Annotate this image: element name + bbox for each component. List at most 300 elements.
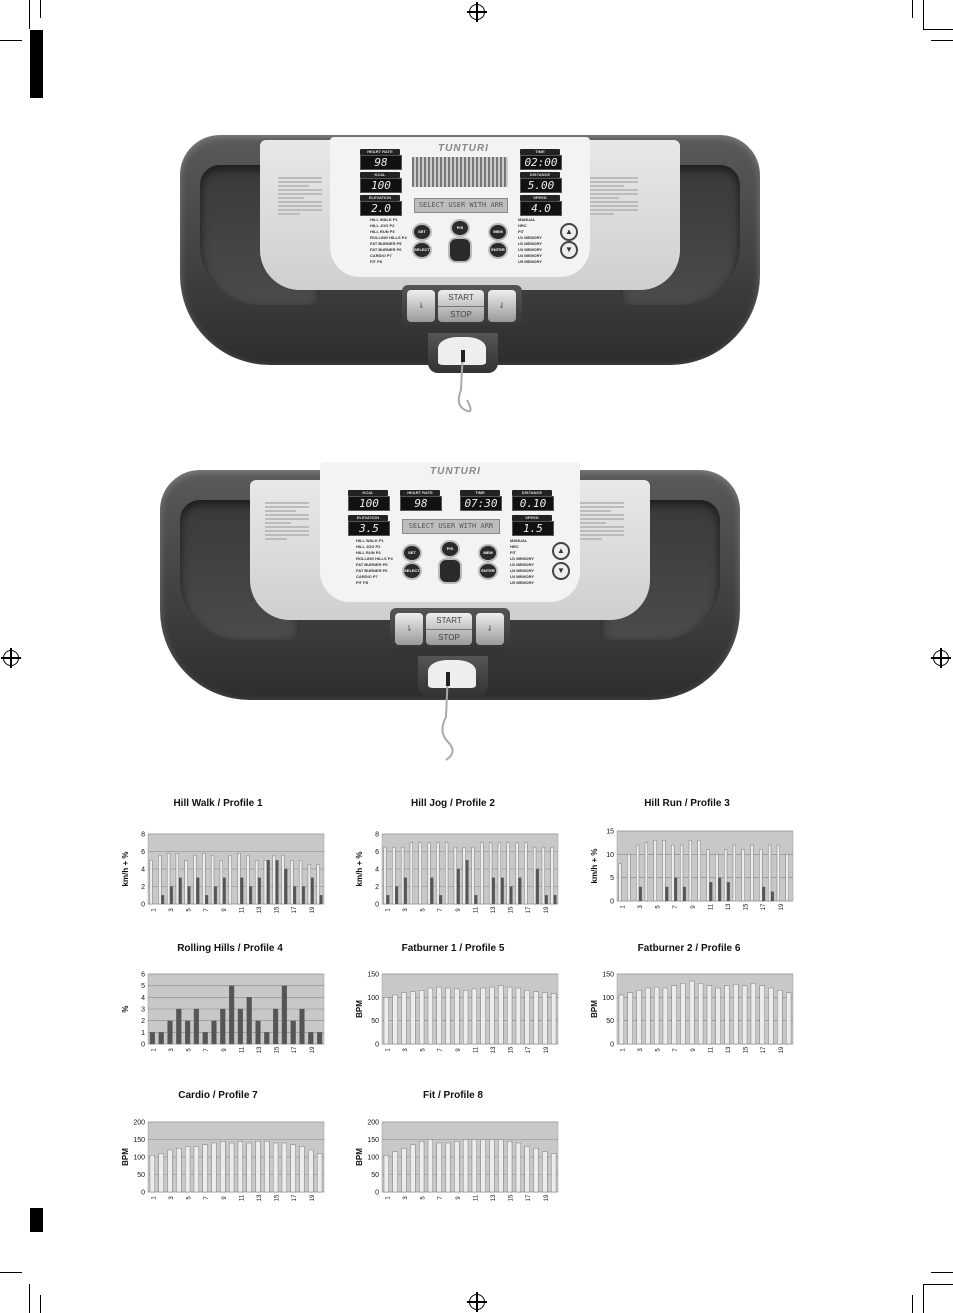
bar xyxy=(654,840,657,901)
bar xyxy=(636,845,639,901)
bar xyxy=(238,1141,243,1192)
chart-title: Fit / Profile 8 xyxy=(422,1090,483,1101)
plot-background xyxy=(382,974,558,1044)
y-axis-label: BPM xyxy=(355,1000,364,1018)
registration-mark-bottom xyxy=(469,1294,485,1310)
x-tick-label: 17 xyxy=(292,906,299,914)
y-tick-label: 50 xyxy=(371,1018,379,1026)
bar xyxy=(311,878,314,904)
bar xyxy=(419,1141,424,1192)
y-tick-label: 4 xyxy=(375,866,379,874)
crop-mark-bl-h xyxy=(0,1272,22,1273)
y-tick-label: 5 xyxy=(141,983,145,991)
x-tick-label: 19 xyxy=(309,1194,316,1202)
black-tab-bottom xyxy=(30,1208,43,1232)
x-tick-label: 11 xyxy=(239,1194,246,1202)
y-tick-label: 2 xyxy=(375,884,379,891)
bar xyxy=(725,986,730,1044)
safety-key-cord xyxy=(430,672,470,762)
down-arrow-button[interactable]: ▼ xyxy=(552,562,570,580)
bar xyxy=(639,887,642,901)
bar xyxy=(168,1150,173,1192)
x-tick-label: 13 xyxy=(257,1194,263,1202)
bar xyxy=(419,843,422,904)
bar xyxy=(273,856,276,904)
bar xyxy=(481,1140,486,1193)
x-tick-label: 13 xyxy=(257,1046,263,1054)
chart-title: Fatburner 1 / Profile 5 xyxy=(401,943,505,954)
y-tick-label: 0 xyxy=(141,1189,145,1197)
bar xyxy=(445,843,448,904)
elevation-label: ELEVATION xyxy=(360,195,400,201)
bar xyxy=(267,860,270,904)
run-quick-button[interactable]: ⇃ xyxy=(476,613,504,645)
bar xyxy=(302,887,305,905)
y-tick-label: 2 xyxy=(141,884,145,891)
bar xyxy=(490,987,495,1044)
set-button[interactable]: SET xyxy=(412,223,432,241)
bar xyxy=(167,853,170,904)
bar xyxy=(300,1147,305,1193)
bar xyxy=(437,987,442,1044)
bar xyxy=(534,992,539,1044)
x-tick-label: 15 xyxy=(508,1046,515,1054)
y-tick-label: 2 xyxy=(141,1018,145,1026)
x-tick-label: 5 xyxy=(655,1048,662,1052)
bar xyxy=(689,981,694,1044)
kcal-label: KCAL xyxy=(348,490,388,496)
start-stop-button[interactable] xyxy=(426,613,472,645)
x-tick-label: 15 xyxy=(508,906,515,914)
x-tick-label: 3 xyxy=(169,1048,175,1052)
x-tick-label: 5 xyxy=(186,1048,193,1052)
x-tick-label: 1 xyxy=(620,1048,627,1052)
bar xyxy=(264,1032,269,1044)
bar xyxy=(246,856,249,904)
bar xyxy=(742,850,745,901)
speed-label: SPEED xyxy=(520,195,560,201)
bar xyxy=(683,887,686,901)
bar xyxy=(715,854,718,901)
x-tick-label: 17 xyxy=(292,1194,299,1202)
y-tick-label: 100 xyxy=(133,1154,145,1162)
heart-rate-display: 98 xyxy=(360,155,402,170)
bar xyxy=(674,878,677,901)
x-tick-label: 7 xyxy=(673,905,680,909)
bar xyxy=(507,1141,512,1192)
bar xyxy=(299,860,302,904)
x-tick-label: 13 xyxy=(491,906,497,914)
bar xyxy=(282,986,287,1044)
ps-button[interactable]: P/S xyxy=(450,219,470,237)
instructions-right xyxy=(580,500,624,542)
bar xyxy=(185,1021,190,1044)
bar xyxy=(428,843,431,904)
bar xyxy=(554,895,557,904)
bar xyxy=(282,1143,287,1192)
bar xyxy=(665,887,668,901)
speed-label: SPEED xyxy=(512,515,552,521)
x-tick-label: 13 xyxy=(491,1046,497,1054)
bar xyxy=(384,1155,389,1192)
registration-mark-right xyxy=(933,650,949,666)
x-tick-label: 1 xyxy=(620,905,627,909)
distance-label: DISTANCE xyxy=(512,490,552,496)
bar xyxy=(645,843,648,901)
profile-chart xyxy=(352,830,562,920)
x-tick-label: 5 xyxy=(655,905,662,909)
bar xyxy=(194,1009,199,1044)
y-tick-label: 100 xyxy=(602,994,614,1002)
y-tick-label: 100 xyxy=(367,1154,379,1162)
bar xyxy=(637,990,642,1044)
enter-button[interactable]: ENTER xyxy=(478,562,498,580)
profile-chart xyxy=(587,970,797,1060)
bar xyxy=(176,853,179,904)
bar xyxy=(786,854,789,901)
bar xyxy=(510,887,513,905)
bar xyxy=(211,856,214,904)
y-tick-label: 100 xyxy=(367,994,379,1002)
bar xyxy=(419,990,424,1044)
bar xyxy=(437,1143,442,1192)
x-tick-label: 11 xyxy=(473,906,480,914)
y-tick-label: 50 xyxy=(371,1172,379,1179)
y-tick-label: 0 xyxy=(141,1041,145,1049)
bar xyxy=(264,860,267,904)
bar xyxy=(707,986,712,1044)
x-tick-label: 5 xyxy=(420,908,427,912)
x-tick-label: 1 xyxy=(151,908,158,912)
kcal-display: 100 xyxy=(360,178,402,193)
bar xyxy=(410,843,413,904)
bar xyxy=(551,847,554,904)
bar xyxy=(551,994,556,1044)
ps-button[interactable]: P/S xyxy=(440,540,460,558)
y-tick-label: 8 xyxy=(375,831,379,839)
bar xyxy=(663,840,666,901)
start-label: START xyxy=(436,616,462,625)
treadmill-console-bottom xyxy=(160,460,740,760)
bar xyxy=(516,1143,521,1192)
x-tick-label: 5 xyxy=(186,908,193,912)
corner-line-br2 xyxy=(923,1284,953,1285)
bar xyxy=(446,988,451,1044)
y-axis-label: % xyxy=(121,1005,130,1013)
plot-background xyxy=(617,974,793,1044)
x-tick-label: 9 xyxy=(221,1048,228,1052)
x-tick-label: 19 xyxy=(778,903,785,911)
bar xyxy=(220,860,223,904)
profile-dot-matrix xyxy=(412,157,508,187)
y-tick-label: 4 xyxy=(141,866,145,874)
fan-buttons[interactable] xyxy=(448,237,472,263)
x-tick-label: 19 xyxy=(543,1046,550,1054)
x-tick-label: 3 xyxy=(403,908,409,912)
x-tick-label: 19 xyxy=(309,906,316,914)
instructions-left xyxy=(265,500,309,542)
instructions-left xyxy=(278,175,322,217)
bar xyxy=(320,895,323,904)
x-tick-label: 3 xyxy=(169,908,175,912)
bar xyxy=(533,847,536,904)
x-tick-label: 7 xyxy=(438,1048,445,1052)
x-tick-label: 17 xyxy=(526,906,533,914)
bar xyxy=(733,984,738,1044)
bar xyxy=(525,990,530,1044)
y-tick-label: 10 xyxy=(606,851,614,859)
bar xyxy=(203,1145,208,1192)
bar xyxy=(507,843,510,904)
chart-title: Fatburner 2 / Profile 6 xyxy=(637,943,741,954)
bar xyxy=(454,847,457,904)
bar xyxy=(291,1145,296,1192)
bar xyxy=(392,847,395,904)
bar xyxy=(466,860,469,904)
distance-label: DISTANCE xyxy=(520,172,560,178)
bar xyxy=(188,887,191,905)
bar xyxy=(457,869,460,904)
registration-mark-top xyxy=(469,4,485,20)
bar xyxy=(317,1154,322,1193)
fan-buttons[interactable] xyxy=(438,558,462,584)
bar xyxy=(220,1009,225,1044)
bar xyxy=(786,993,791,1044)
y-axis-label: km/h + % xyxy=(590,848,599,884)
bar xyxy=(619,864,622,901)
down-arrow-button[interactable]: ▼ xyxy=(560,241,578,259)
bar xyxy=(645,988,650,1044)
bar xyxy=(551,1154,556,1193)
bar xyxy=(472,1140,477,1193)
y-tick-label: 0 xyxy=(375,901,379,909)
bar xyxy=(150,1155,155,1192)
program-list-right: MANUAL HRC FIT U1 MEMORY U2 MEMORY U3 MEMORY U4 MEMORY U5 MEMORY xyxy=(510,538,535,585)
bar xyxy=(273,1009,278,1044)
up-arrow-button[interactable]: ▲ xyxy=(552,542,570,560)
y-tick-label: 3 xyxy=(141,1006,145,1014)
bar xyxy=(290,860,293,904)
x-tick-label: 13 xyxy=(491,1194,497,1202)
x-tick-label: 19 xyxy=(543,906,550,914)
bar xyxy=(542,1152,547,1192)
x-tick-label: 15 xyxy=(743,903,750,911)
start-stop-button[interactable] xyxy=(438,290,484,322)
corner-line-tr xyxy=(923,0,924,29)
bar xyxy=(276,860,279,904)
bar xyxy=(751,983,756,1044)
chart-title: Cardio / Profile 7 xyxy=(178,1090,258,1101)
bar xyxy=(176,1009,181,1044)
stop-label: STOP xyxy=(438,306,484,323)
walk-quick-button[interactable]: ⇂ xyxy=(407,290,435,322)
bar xyxy=(194,1147,199,1193)
x-tick-label: 9 xyxy=(690,905,697,909)
bar xyxy=(229,856,232,904)
crop-mark-tl-h xyxy=(0,40,22,41)
bar xyxy=(159,1032,164,1044)
bar xyxy=(293,887,296,905)
bar xyxy=(393,1152,398,1192)
bar xyxy=(247,1143,252,1192)
mem-button[interactable]: MEM xyxy=(488,223,508,241)
bar xyxy=(619,995,624,1044)
time-label: TIME xyxy=(520,149,560,155)
bar xyxy=(393,995,398,1044)
y-tick-label: 50 xyxy=(137,1172,145,1179)
select-button[interactable]: SELECT xyxy=(402,562,422,580)
y-tick-label: 150 xyxy=(133,1137,145,1144)
bar xyxy=(255,860,258,904)
x-tick-label: 1 xyxy=(385,908,392,912)
x-tick-label: 1 xyxy=(151,1196,158,1200)
profile-chart xyxy=(118,1118,328,1208)
profile-chart xyxy=(118,970,328,1060)
bar xyxy=(410,992,415,1044)
y-axis-label: BPM xyxy=(121,1148,130,1166)
bar xyxy=(480,843,483,904)
bar xyxy=(402,1148,407,1192)
profile-chart xyxy=(352,1118,562,1208)
bar xyxy=(205,895,208,904)
y-tick-label: 0 xyxy=(375,1189,379,1197)
y-tick-label: 15 xyxy=(606,828,614,836)
elevation-display: 2.0 xyxy=(360,201,402,216)
bar xyxy=(463,847,466,904)
bar xyxy=(707,850,710,901)
bar xyxy=(501,878,504,904)
bar xyxy=(317,1032,322,1044)
bar xyxy=(247,997,252,1044)
crop-mark-bl-v xyxy=(40,1295,41,1313)
run-quick-button[interactable]: ⇃ xyxy=(488,290,516,322)
mem-button[interactable]: MEM xyxy=(478,544,498,562)
x-tick-label: 15 xyxy=(508,1194,515,1202)
bar xyxy=(498,843,501,904)
bar xyxy=(229,1143,234,1192)
x-tick-label: 7 xyxy=(204,1048,211,1052)
treadmill-console-top xyxy=(180,135,760,435)
crop-mark-tr-v xyxy=(912,0,913,18)
bar xyxy=(212,1021,217,1044)
x-tick-label: 5 xyxy=(186,1196,193,1200)
y-tick-label: 50 xyxy=(606,1018,614,1026)
instructions-right xyxy=(590,175,638,217)
bar xyxy=(498,986,503,1044)
bar xyxy=(454,989,459,1044)
set-button[interactable]: SET xyxy=(402,544,422,562)
bar xyxy=(727,882,730,901)
bar xyxy=(545,895,548,904)
x-tick-label: 9 xyxy=(221,1196,228,1200)
message-display: SELECT USER WITH ARR xyxy=(414,198,508,213)
chart-title: Hill Jog / Profile 2 xyxy=(411,798,495,809)
bar xyxy=(159,1154,164,1193)
walk-quick-button[interactable]: ⇂ xyxy=(395,613,423,645)
x-tick-label: 19 xyxy=(543,1194,550,1202)
bar xyxy=(672,986,677,1044)
brand-logo: TUNTURI xyxy=(438,143,489,154)
speed-display: 1.5 xyxy=(512,521,554,536)
bar xyxy=(454,1141,459,1192)
time-display: 07:30 xyxy=(460,496,502,511)
bar xyxy=(410,1145,415,1192)
chart-title: Hill Walk / Profile 1 xyxy=(173,798,263,809)
bar xyxy=(628,993,633,1044)
bar xyxy=(203,1032,208,1044)
x-tick-label: 9 xyxy=(221,908,228,912)
bar xyxy=(158,856,161,904)
bar xyxy=(542,847,545,904)
x-tick-label: 9 xyxy=(455,1196,462,1200)
x-tick-label: 3 xyxy=(638,1048,644,1052)
x-tick-label: 1 xyxy=(151,1048,158,1052)
y-tick-label: 8 xyxy=(141,831,145,839)
bar xyxy=(463,1140,468,1193)
crop-mark-br-h xyxy=(931,1272,953,1273)
x-tick-label: 3 xyxy=(169,1196,175,1200)
corner-line-tl xyxy=(29,0,30,29)
bar xyxy=(308,1150,313,1192)
speed-display: 4.0 xyxy=(520,201,562,216)
x-tick-label: 7 xyxy=(204,1196,211,1200)
bar xyxy=(214,887,217,905)
y-tick-label: 5 xyxy=(610,875,614,883)
bar xyxy=(760,986,765,1044)
bar xyxy=(446,1143,451,1192)
program-list-right: MANUAL HRC FIT U1 MEMORY U2 MEMORY U3 MEMORY U4 MEMORY U5 MEMORY xyxy=(518,217,543,264)
bar xyxy=(220,1141,225,1192)
heart-rate-label: HEART RATE xyxy=(400,490,440,496)
time-label: TIME xyxy=(460,490,500,496)
bar xyxy=(718,878,721,901)
bar xyxy=(769,988,774,1044)
enter-button[interactable]: ENTER xyxy=(488,241,508,259)
bar xyxy=(150,860,153,904)
bar xyxy=(202,853,205,904)
x-tick-label: 11 xyxy=(708,1046,715,1054)
bar xyxy=(733,845,736,901)
bar xyxy=(238,853,241,904)
bar xyxy=(223,878,226,904)
y-tick-label: 6 xyxy=(375,849,379,856)
program-list-left: HILL WALK P1 HILL JOG P2 HILL RUN P3 ROLLING HILLS P4 FAT BURNER P5 FAT BURNER P6 CARDIO P7 FIT P8 xyxy=(370,217,407,264)
bar xyxy=(212,1143,217,1192)
y-tick-label: 6 xyxy=(141,849,145,856)
bar xyxy=(516,843,519,904)
bar xyxy=(428,1140,433,1193)
bar xyxy=(168,1021,173,1044)
y-tick-label: 1 xyxy=(141,1029,145,1037)
profile-chart xyxy=(587,827,797,917)
bar xyxy=(258,878,261,904)
bar xyxy=(709,882,712,901)
bar xyxy=(698,983,703,1044)
up-arrow-button[interactable]: ▲ xyxy=(560,223,578,241)
y-axis-label: BPM xyxy=(355,1148,364,1166)
bar xyxy=(161,895,164,904)
y-tick-label: 0 xyxy=(141,901,145,909)
x-tick-label: 1 xyxy=(385,1048,392,1052)
bar xyxy=(291,1021,296,1044)
bar xyxy=(428,988,433,1044)
bar xyxy=(194,856,197,904)
bar xyxy=(386,895,389,904)
corner-line-tr2 xyxy=(923,29,953,30)
chart-title: Rolling Hills / Profile 4 xyxy=(177,943,283,954)
bar xyxy=(481,988,486,1044)
select-button[interactable]: SELECT xyxy=(412,241,432,259)
